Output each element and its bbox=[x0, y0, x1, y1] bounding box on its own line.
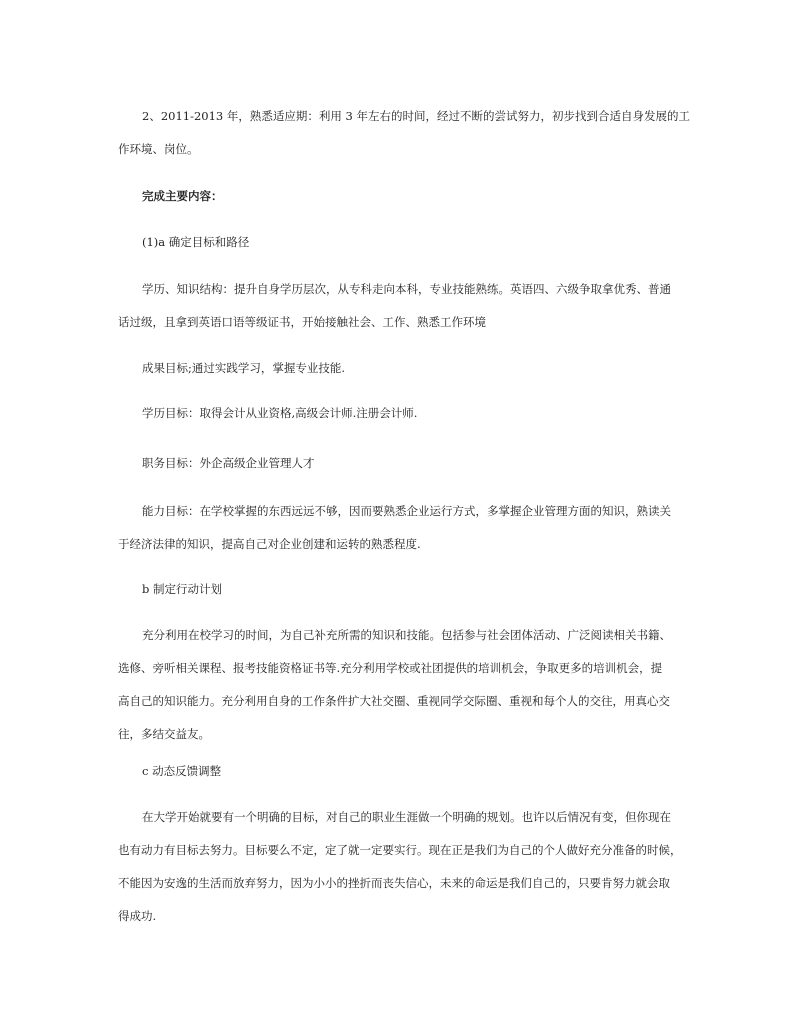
text-line: 在大学开始就要有一个明确的目标，对自己的职业生涯做一个明确的规划。也许以后情况有变，但你现在 bbox=[142, 810, 671, 824]
heading-text: c 动态反馈调整 bbox=[142, 764, 222, 778]
paragraph-degree-goal bbox=[118, 397, 690, 430]
text-line: 能力目标：在学校掌握的东西远远不够，因而要熟悉企业运行方式，多掌握企业管理方面的知识，熟读关 bbox=[142, 504, 671, 518]
paragraph-period-2 bbox=[118, 100, 690, 166]
paragraph-ability-goal bbox=[118, 495, 690, 561]
paragraph-education-structure bbox=[118, 273, 690, 339]
paragraph-position-goal bbox=[118, 447, 690, 480]
text-line: 充分利用在校学习的时间，为自己补充所需的知识和技能。包括参与社会团体活动、广泛阅读相关书籍、 bbox=[142, 628, 671, 642]
section-b-heading bbox=[118, 573, 690, 606]
heading-text: (1)a 确定目标和路径 bbox=[142, 235, 250, 249]
text-line: 话过级，且拿到英语口语等级证书，开始接触社会、工作、熟悉工作环境 bbox=[118, 315, 486, 329]
text-line: 作环境、岗位。 bbox=[118, 142, 199, 156]
heading-text: 完成主要内容： bbox=[142, 189, 223, 203]
heading-text: b 制定行动计划 bbox=[142, 582, 223, 596]
paragraph-action-plan bbox=[118, 619, 690, 751]
text-line: 得成功. bbox=[118, 909, 157, 923]
text-line: 学历、知识结构：提升自身学历层次，从专科走向本科，专业技能熟练。英语四、六级争取拿优秀、普通 bbox=[142, 282, 671, 296]
text-line: 往，多结交益友。 bbox=[118, 727, 210, 741]
main-content-heading bbox=[118, 180, 690, 213]
paragraph-achievement-goal bbox=[118, 352, 690, 385]
text-line: 学历目标：取得会计从业资格,高级会计师.注册会计师. bbox=[142, 406, 418, 420]
text-line: 不能因为安逸的生活而放弃努力，因为小小的挫折而丧失信心，未来的命运是我们自己的，只要肯努力就会取 bbox=[118, 876, 670, 890]
text-line: 也有动力有目标去努力。目标要么不定，定了就一定要实行。现在正是我们为自己的个人做好充分准备的时候， bbox=[118, 843, 682, 857]
text-line: 高自己的知识能力。充分利用自身的工作条件扩大社交圈、重视同学交际圈、重视和每个人的交往，用真心交 bbox=[118, 694, 670, 708]
section-a-heading bbox=[118, 226, 690, 259]
text-line: 职务目标：外企高级企业管理人才 bbox=[142, 456, 315, 470]
text-line: 于经济法律的知识，提高自己对企业创建和运转的熟悉程度. bbox=[118, 537, 421, 551]
text-line: 选修、旁听相关课程、报考技能资格证书等.充分利用学校或社团提供的培训机会，争取更多的培训机会，提 bbox=[118, 661, 663, 675]
paragraph-dynamic-adjustment bbox=[118, 801, 690, 933]
section-c-heading bbox=[118, 755, 690, 788]
text-line: 成果目标;通过实践学习，掌握专业技能. bbox=[142, 361, 346, 375]
text-line: 2、2011-2013 年，熟悉适应期：利用 3 年左右的时间，经过不断的尝试努力，初步找到合适自身发展的工 bbox=[142, 109, 690, 123]
